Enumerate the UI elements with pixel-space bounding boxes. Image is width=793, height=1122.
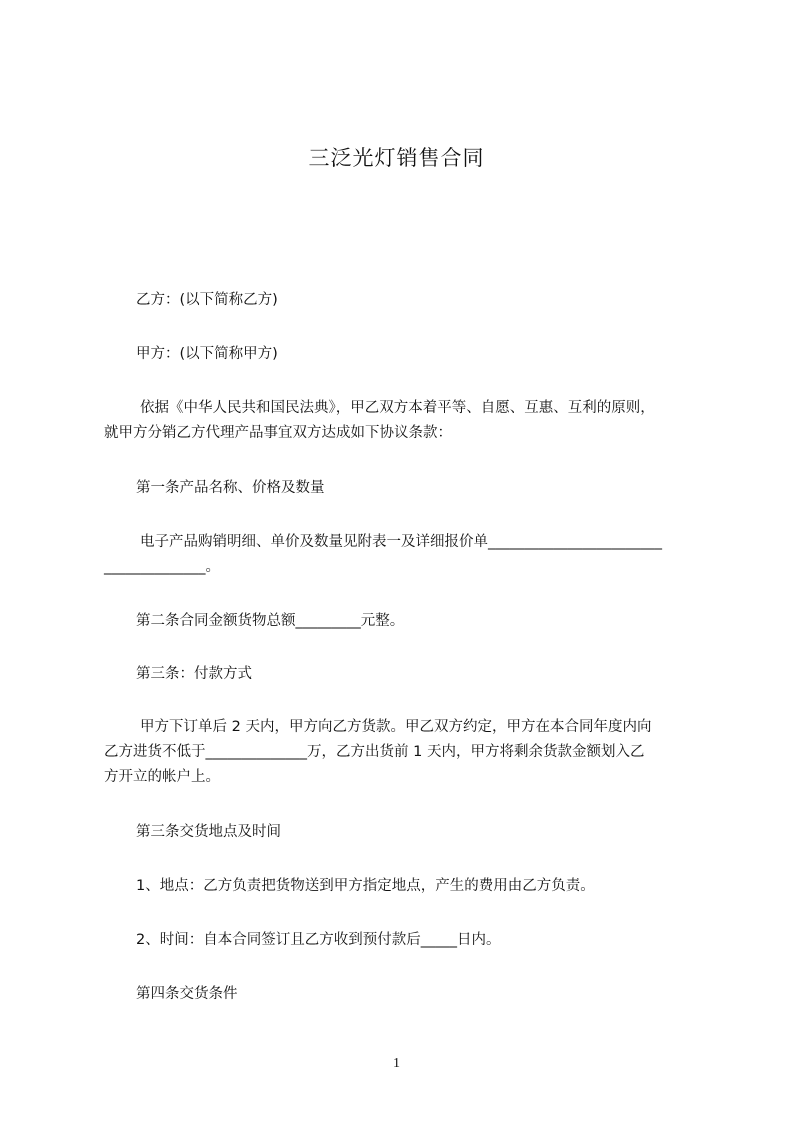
intro-paragraph <box>104 396 704 446</box>
delivery-item-1 <box>136 874 736 899</box>
payment-line-3: 方开立的帐户上。 <box>104 769 220 785</box>
article4-heading <box>136 982 736 1007</box>
article2 <box>136 609 736 634</box>
article4-heading-text: 第四条交货条件 <box>136 986 238 1002</box>
article1-heading-text: 第一条产品名称、价格及数量 <box>136 480 325 496</box>
payment-line-1: 甲方下订单后 2 天内，甲方向乙方货款。甲乙双方约定，甲方在本合同年度内向 <box>140 719 652 735</box>
article3-delivery-heading <box>136 820 736 845</box>
article1-heading <box>136 476 736 501</box>
delivery-item-2-text: 2、时间：自本合同签订且乙方收到预付款后_____日内。 <box>136 932 501 948</box>
delivery-item-2 <box>136 928 736 953</box>
party-a-line <box>136 342 736 367</box>
article3-payment-heading-text: 第三条：付款方式 <box>136 666 252 682</box>
article3-payment-heading <box>136 662 736 687</box>
article1-body-line-1: 电子产品购销明细、单价及数量见附表一及详细报价单________________________ <box>140 534 662 550</box>
intro-line-2: 就甲方分销乙方代理产品事宜双方达成如下协议条款： <box>104 425 452 441</box>
article1-body-line-2: ______________。 <box>104 559 220 575</box>
party-a-text: 甲方：(以下简称甲方) <box>136 346 278 362</box>
party-b-text: 乙方：(以下简称乙方) <box>136 292 278 308</box>
payment-line-2: 乙方进货不低于______________万，乙方出货前 1 天内，甲方将剩余货款金额划入乙 <box>104 744 645 760</box>
document-title: 三泛光灯销售合同 <box>308 146 485 170</box>
page-number: 1 <box>393 1056 400 1071</box>
intro-line-1: 依据《中华人民共和国民法典》，甲乙双方本着平等、自愿、互惠、互利的原则， <box>140 400 655 416</box>
article2-text: 第二条合同金额货物总额_________元整。 <box>136 613 405 629</box>
article3-payment-body <box>104 715 704 790</box>
article1-body <box>104 530 704 580</box>
delivery-item-1-text: 1、地点：乙方负责把货物送到甲方指定地点，产生的费用由乙方负责。 <box>136 878 595 894</box>
article3-delivery-heading-text: 第三条交货地点及时间 <box>136 824 281 840</box>
party-b-line <box>136 288 736 313</box>
